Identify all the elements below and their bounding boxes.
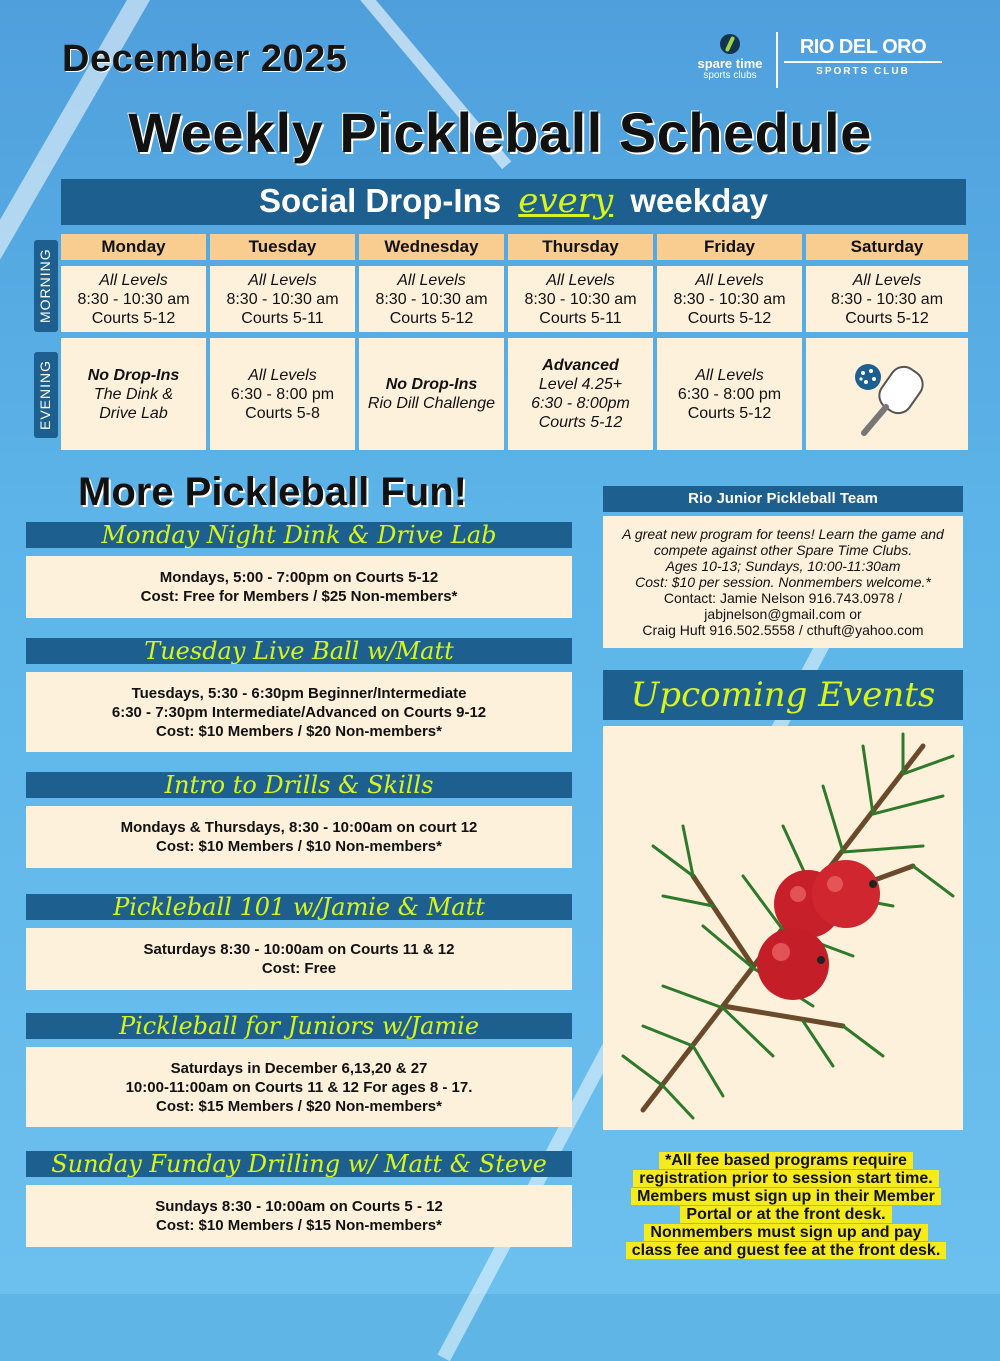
program-details [26,1185,572,1247]
month-heading: December 2025 [62,38,348,80]
program-line: 10:00-11:00am on Courts 11 & 12 For ages 8 - 17. [125,1078,473,1096]
junior-contact: jabjnelson@gmail.com or [704,606,862,622]
cell-courts: Courts 5-12 [389,309,474,327]
footnote-line: registration prior to session start time. [633,1170,938,1187]
cell-line: 6:30 - 8:00 pm [230,385,335,403]
cell-level: All Levels [397,271,466,289]
footnote-line: Portal or at the front desk. [680,1206,891,1223]
cell-line: 6:30 - 8:00 pm [677,385,782,403]
day-header-saturday: Saturday [806,234,968,260]
pine-branch-berries-illustration [603,726,963,1130]
morning-label: MORNING [34,240,58,332]
morning-cell-wednesday [359,266,504,332]
cell-line: All Levels [248,366,317,384]
program-details [26,806,572,868]
cell-line: Rio Dill Challenge [367,395,496,412]
footnote-line: Nonmembers must sign up and pay [644,1224,927,1241]
morning-cell-tuesday [210,266,355,332]
cell-courts: Courts 5-12 [687,309,772,327]
cell-line: Courts 5-12 [687,404,772,422]
cell-time: 8:30 - 10:30 am [830,290,944,308]
program-details [26,1047,572,1127]
program-title: Pickleball 101 w/Jamie & Matt [26,894,572,920]
junior-line: Ages 10-13; Sundays, 10:00-11:30am [665,558,901,574]
cell-time: 8:30 - 10:30 am [673,290,786,308]
day-header-friday: Friday [657,234,802,260]
upcoming-events-title: Upcoming Events [603,670,963,720]
logo-name: RIO DEL ORO [784,36,942,63]
logo-sub: SPORTS CLUB [816,66,910,77]
cell-time: 8:30 - 10:30 am [226,290,339,308]
program-line: 6:30 - 7:30pm Intermediate/Advanced on Courts 9-12 [111,703,487,721]
logo-sub: sports clubs [703,70,757,81]
tennis-ball-icon [720,34,740,54]
more-fun-heading: More Pickleball Fun! [78,470,467,514]
day-header-monday: Monday [61,234,206,260]
cell-courts: Courts 5-12 [845,309,929,327]
spare-time-logo [690,34,770,81]
junior-line: A great new program for teens! Learn the game and [622,526,944,542]
junior-contact: Contact: Jamie Nelson 916.743.0978 / [663,590,903,606]
banner-left: Social Drop-Ins [259,182,502,219]
program-title: Intro to Drills & Skills [26,772,572,798]
rio-del-oro-logo [784,36,942,77]
cell-time: 8:30 - 10:30 am [77,290,190,308]
program-line: Mondays & Thursdays, 8:30 - 10:00am on court 12 [120,819,478,836]
program-line: Saturdays 8:30 - 10:00am on Courts 11 & 12 [143,941,455,958]
program-title: Tuesday Live Ball w/Matt [26,638,572,664]
day-header-tuesday: Tuesday [210,234,355,260]
morning-cell-monday [61,266,206,332]
cell-time: 8:30 - 10:30 am [524,290,637,308]
cell-line: The Dink & [93,385,174,403]
cell-level: All Levels [99,271,168,289]
morning-cell-saturday [806,266,968,332]
evening-cell-tuesday [210,338,355,450]
day-header-wednesday: Wednesday [359,234,504,260]
junior-team-title: Rio Junior Pickleball Team [603,486,963,512]
cell-line: Courts 5-8 [245,404,320,422]
morning-cell-thursday [508,266,653,332]
program-line: Cost: $10 Members / $10 Non-members* [156,838,442,855]
junior-line: compete against other Spare Time Clubs. [653,542,913,558]
cell-level: All Levels [852,271,922,289]
cell-line: All Levels [695,366,764,384]
cell-courts: Courts 5-11 [241,309,324,327]
banner-every: every [518,181,614,221]
registration-footnote [600,1152,972,1260]
social-dropins-banner [61,179,966,225]
program-line: Tuesdays, 5:30 - 6:30pm Beginner/Intermediate [131,684,467,702]
program-line: Saturdays in December 6,13,20 & 27 [170,1059,428,1077]
cell-line: No Drop-Ins [385,376,478,393]
logo-name: spare time [697,56,763,71]
program-title: Pickleball for Juniors w/Jamie [26,1013,572,1039]
footnote-line: class fee and guest fee at the front desk. [626,1242,947,1259]
cell-line: Advanced [542,357,619,374]
cell-line: No Drop-Ins [87,366,180,384]
morning-cell-friday [657,266,802,332]
program-details [26,928,572,990]
evening-cell-thursday [508,338,653,450]
cell-level: All Levels [248,271,317,289]
program-line: Cost: Free for Members / $25 Non-members* [140,588,458,605]
day-header-thursday: Thursday [508,234,653,260]
evening-cell-friday [657,338,802,450]
cell-level: All Levels [546,271,615,289]
cell-line: Drive Lab [99,404,168,422]
program-line: Cost: Free [261,960,337,977]
cell-line: Level 4.25+ [538,376,623,393]
cell-time: 8:30 - 10:30 am [375,290,488,308]
evening-cell-monday [61,338,206,450]
program-details [26,672,572,752]
junior-contact: Craig Huft 916.502.5558 / cthuft@yahoo.com [642,622,924,638]
program-line: Cost: $15 Members / $20 Non-members* [156,1097,442,1115]
logo-divider [776,32,778,88]
program-title: Sunday Funday Drilling w/ Matt & Steve [26,1151,572,1177]
program-line: Mondays, 5:00 - 7:00pm on Courts 5-12 [159,569,439,586]
evening-cell-wednesday [359,338,504,450]
junior-team-details [603,516,963,648]
page-title: Weekly Pickleball Schedule [128,101,872,164]
footnote-line: *All fee based programs require [659,1152,913,1169]
footnote-line: Members must sign up in their Member [631,1188,941,1205]
cell-courts: Courts 5-12 [91,309,176,327]
cell-courts: Courts 5-11 [539,309,622,327]
cell-level: All Levels [695,271,764,289]
program-line: Cost: $10 Members / $15 Non-members* [156,1217,442,1234]
banner-right: weekday [630,182,768,219]
pickleball-paddle-icon [842,349,932,439]
cell-line: 6:30 - 8:00pm [531,395,630,412]
evening-cell-saturday [806,338,968,450]
program-title: Monday Night Dink & Drive Lab [26,522,572,548]
cell-line: Courts 5-12 [538,414,623,431]
junior-line: Cost: $10 per session. Nonmembers welcome.* [635,574,931,590]
upcoming-events-panel [603,726,963,1130]
evening-label: EVENING [34,352,58,438]
program-line: Cost: $10 Members / $20 Non-members* [156,722,442,740]
program-details [26,556,572,618]
program-line: Sundays 8:30 - 10:00am on Courts 5 - 12 [155,1198,443,1215]
